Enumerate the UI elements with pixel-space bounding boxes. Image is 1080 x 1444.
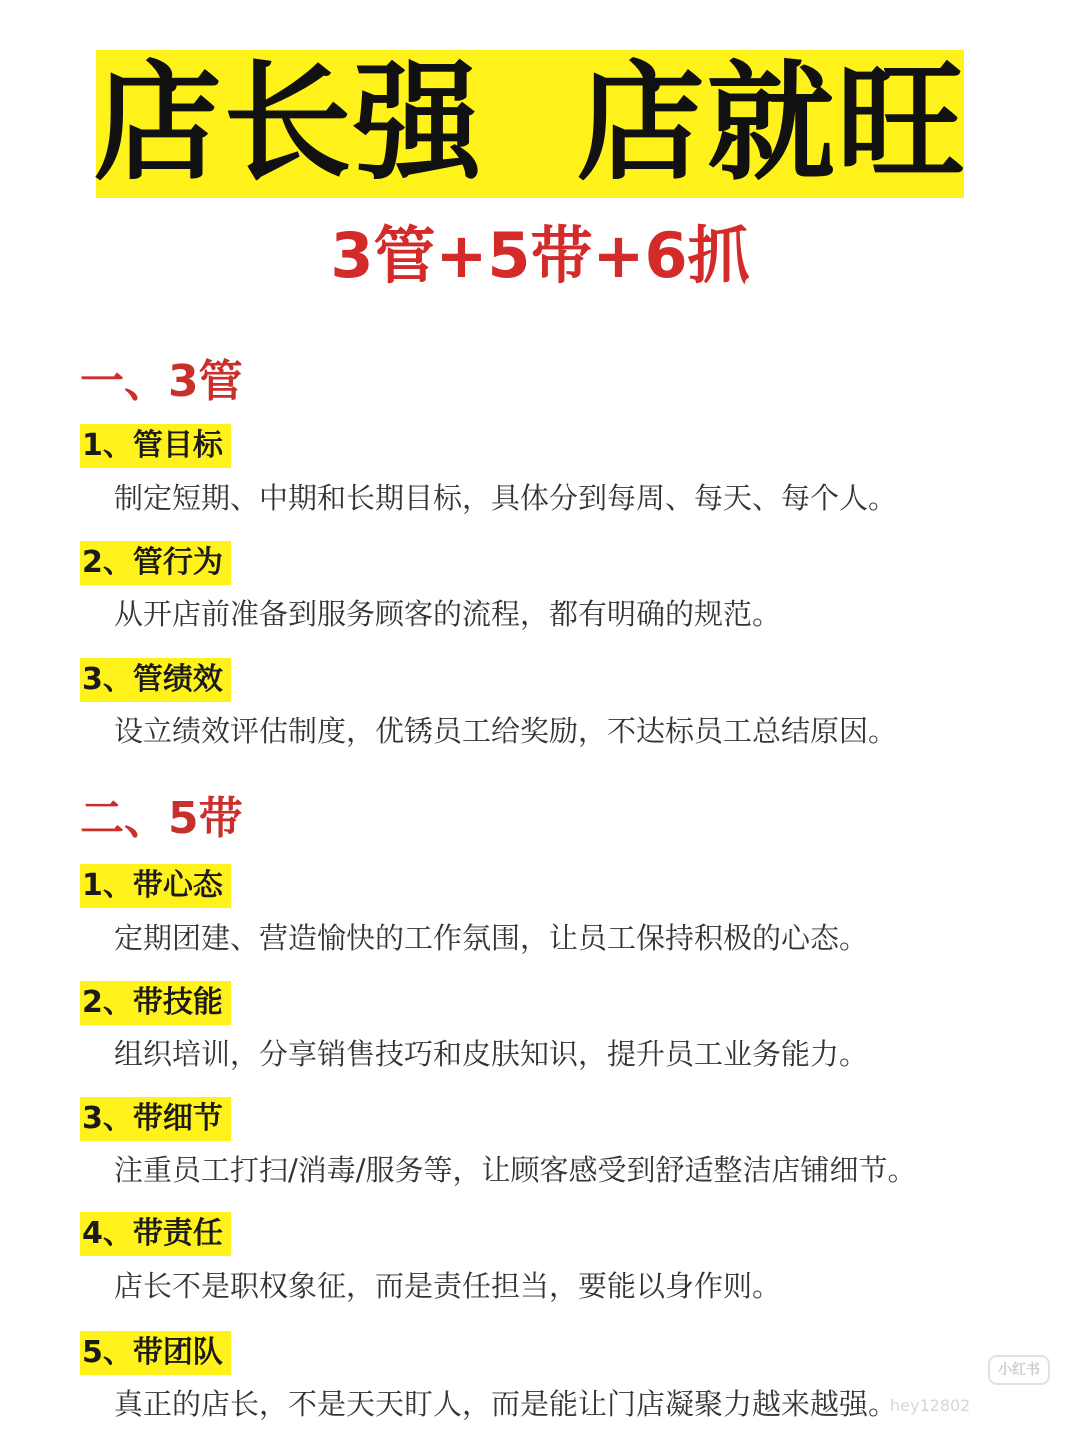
item-description: 真正的店长，不是天天盯人，而是能让门店凝聚力越来越强。 <box>114 1387 898 1421</box>
item-description: 注重员工打扫/消毒/服务等，让顾客感受到舒适整洁店铺细节。 <box>114 1153 917 1187</box>
item-label: 2、管行为 <box>80 541 231 585</box>
watermark-logo: 小红书 <box>988 1355 1050 1385</box>
item-description: 从开店前准备到服务顾客的流程，都有明确的规范。 <box>114 597 782 631</box>
item-label: 1、带心态 <box>80 864 231 908</box>
item-description: 制定短期、中期和长期目标，具体分到每周、每天、每个人。 <box>114 481 898 515</box>
item-description: 定期团建、营造愉快的工作氛围，让员工保持积极的心态。 <box>114 921 869 955</box>
watermark-id: hey12802 <box>890 1396 971 1415</box>
item-label: 3、带细节 <box>80 1097 231 1141</box>
item-label: 1、管目标 <box>80 424 231 468</box>
item-label: 3、管绩效 <box>80 658 231 702</box>
item-description: 组织培训，分享销售技巧和皮肤知识，提升员工业务能力。 <box>114 1037 869 1071</box>
item-label: 5、带团队 <box>80 1331 231 1375</box>
page-title: 店长强 店就旺 <box>93 49 967 198</box>
title-banner <box>93 49 967 198</box>
item-label: 2、带技能 <box>80 981 231 1025</box>
section-title-5dai: 二、5带 <box>80 793 243 844</box>
item-label: 4、带责任 <box>80 1212 231 1256</box>
item-description: 设立绩效评估制度，优锈员工给奖励，不达标员工总结原因。 <box>114 714 898 748</box>
page-subtitle: 3管+5带+6抓 <box>330 219 750 292</box>
item-description: 店长不是职权象征，而是责任担当，要能以身作则。 <box>114 1269 782 1303</box>
section-title-3guan: 一、3管 <box>80 356 243 407</box>
